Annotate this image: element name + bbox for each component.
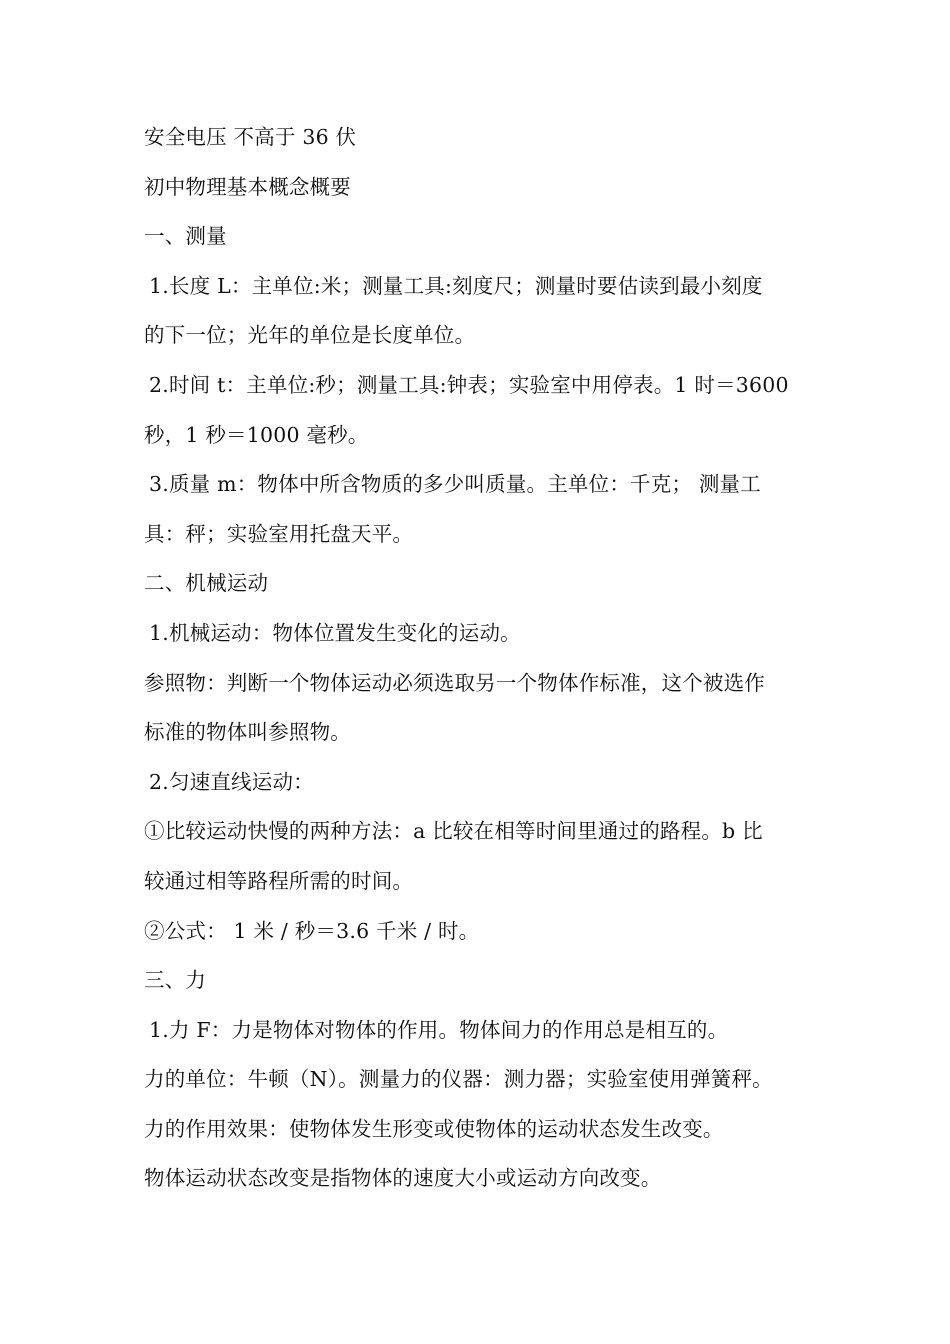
section-heading-force: 三、力	[144, 968, 207, 993]
paragraph-force: 1.力 F：力是物体对物体的作用。物体间力的作用总是相互的。	[149, 1017, 729, 1042]
paragraph-length: 1.长度 L：主单位:米；测量工具:刻度尺；测量时要估读到最小刻度	[149, 273, 763, 298]
document-body	[144, 113, 808, 1204]
paragraph-time: 2.时间 t：主单位:秒；测量工具:钟表；实验室中用停表。1 时＝3600	[149, 372, 789, 397]
paragraph-force-unit: 力的单位：牛顿（N）。测量力的仪器：测力器；实验室使用弹簧秤。	[144, 1067, 773, 1092]
paragraph-uniform-motion: 2.匀速直线运动：	[149, 769, 314, 794]
paragraph-compare-speed-cont: 较通过相等路程所需的时间。	[144, 868, 414, 893]
paragraph-reference-object-cont: 标准的物体叫参照物。	[144, 720, 351, 745]
safety-voltage-line: 安全电压 不高于 36 伏	[144, 125, 357, 149]
paragraph-mass-cont: 具：秤；实验室用托盘天平。	[144, 521, 414, 546]
paragraph-mass: 3.质量 m：物体中所含物质的多少叫质量。主单位：千克； 测量工	[149, 472, 761, 497]
paragraph-time-cont: 秒，1 秒＝1000 毫秒。	[144, 422, 369, 447]
section-heading-measurement: 一、测量	[144, 224, 227, 249]
paragraph-force-effect: 力的作用效果：使物体发生形变或使物体的运动状态发生改变。	[144, 1116, 724, 1141]
section-heading-mechanical-motion: 二、机械运动	[144, 571, 269, 596]
paragraph-motion-state: 物体运动状态改变是指物体的速度大小或运动方向改变。	[144, 1166, 662, 1191]
paragraph-length-cont: 的下一位；光年的单位是长度单位。	[144, 323, 476, 348]
paragraph-reference-object: 参照物：判断一个物体运动必须选取另一个物体作标准，这个被选作	[144, 670, 765, 695]
paragraph-compare-speed: ①比较运动快慢的两种方法：a 比较在相等时间里通过的路程。b 比	[144, 819, 763, 844]
paragraph-mechanical-motion: 1.机械运动：物体位置发生变化的运动。	[149, 620, 521, 645]
paragraph-formula: ②公式： 1 米 / 秒＝3.6 千米 / 时。	[144, 918, 480, 943]
document-title: 初中物理基本概念概要	[144, 174, 351, 199]
